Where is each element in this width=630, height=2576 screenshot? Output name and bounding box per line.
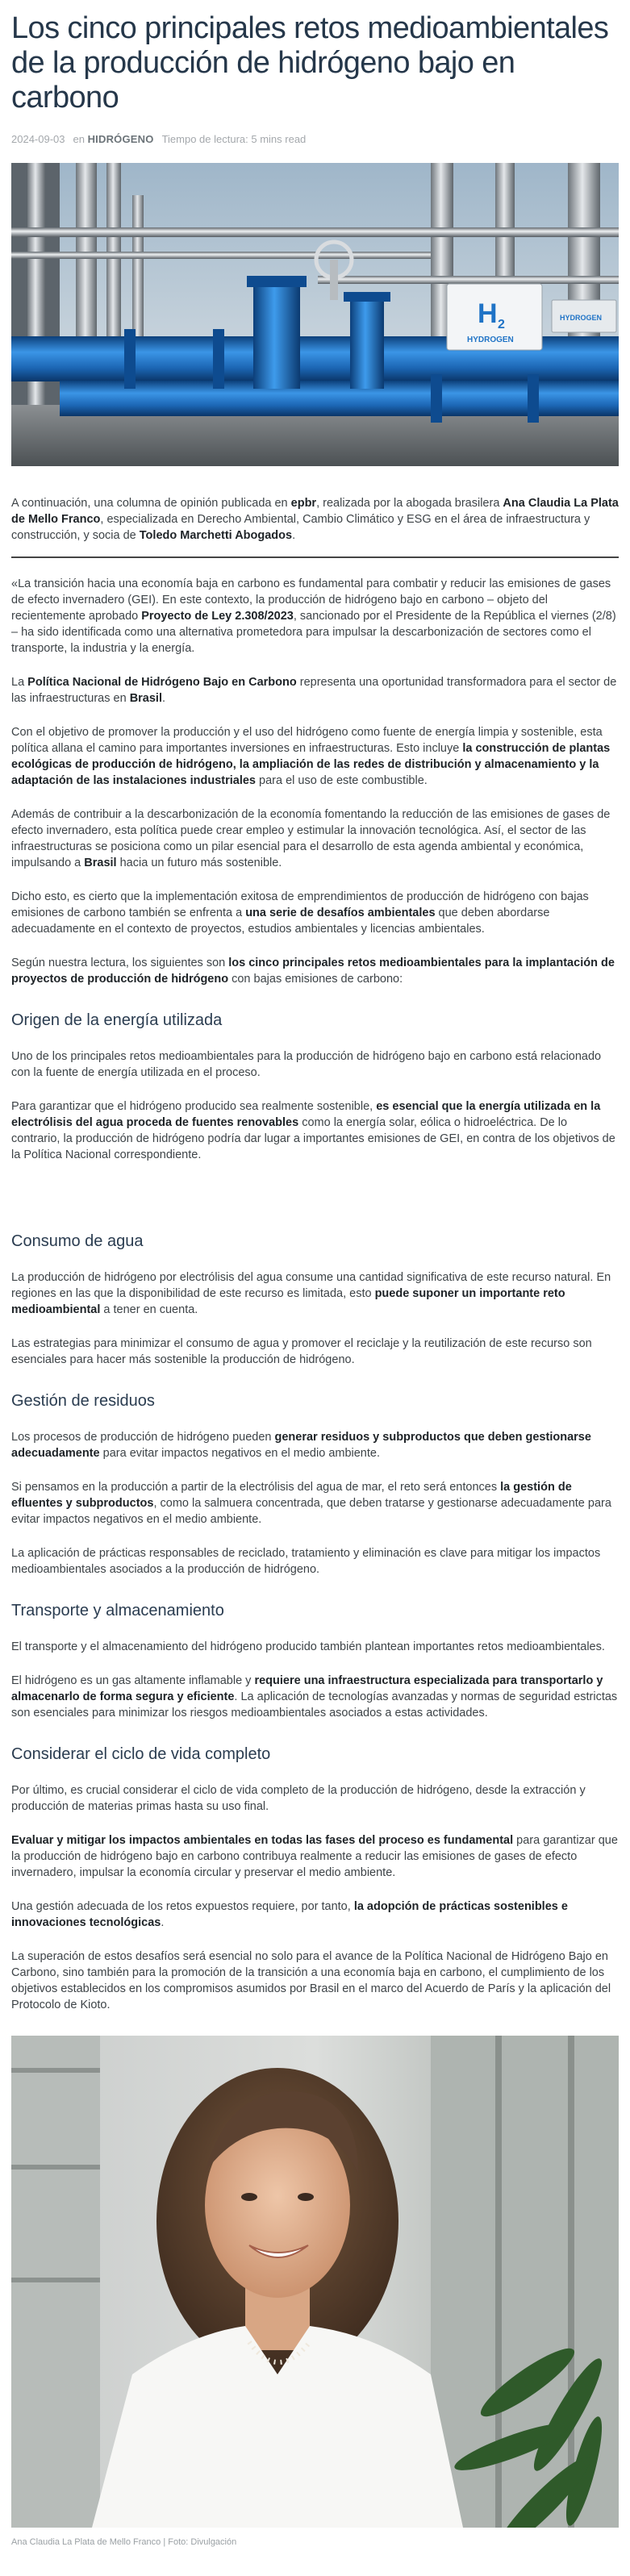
article-date: 2024-09-03 xyxy=(11,133,65,145)
category-link[interactable]: HIDRÓGENO xyxy=(87,133,154,145)
paragraph: «La transición hacia una economía baja en carbono es fundamental para combatir y reducir las emisiones de gases de efecto invernadero (GEI). En este contexto, la producción de hidrógeno bajo en carbono – objeto del recientemente aprobado Proyecto de Ley 2.308/2023, sancionado por el Presidente de la República el viernes (2/8) – ha sido identificada como una alternativa prometedora para impulsar la descarbonización de sectores como el transporte, la industria y la energía. xyxy=(11,577,616,655)
hero-image xyxy=(11,163,619,466)
category-wrap xyxy=(73,133,154,145)
section-heading-lifecycle: Considerar el ciclo de vida completo xyxy=(11,1745,271,1763)
spacer xyxy=(11,1163,619,1208)
paragraph: Además de contribuir a la descarbonización de la economía fomentando la reducción de las emisiones de gases de efecto invernadero, esta política puede crear empleo y estimular la innovación tecnológica. Así, el sector de las infraestructuras se posiciona como un pilar esencial para el desarrollo de esta agenda ambiental y económica, impulsando a Brasil hacia un futuro más sostenible. xyxy=(11,808,611,869)
section-heading-water: Consumo de agua xyxy=(11,1232,144,1250)
hydrogen-label: HYDROGEN xyxy=(467,336,514,344)
category-prefix: en xyxy=(73,133,85,145)
hydrogen-label-small: HYDROGEN xyxy=(560,314,603,322)
reading-time: Tiempo de lectura: 5 mins read xyxy=(161,133,307,145)
paragraph: Con el objetivo de promover la producción y el uso del hidrógeno como fuente de energía limpia y sostenible, esta política allana el camino para importantes inversiones en infraestructuras. Esto incluye la construcción de plantas ecológicas de producción de hidrógeno, la ampliación de las redes de distribución y almacenamiento y la adaptación de las instalaciones industriales para el uso de este combustible. xyxy=(11,726,611,787)
hero-illustration xyxy=(11,163,619,466)
hydrogen-sign xyxy=(447,284,542,350)
paragraph: Uno de los principales retos medioambientales para la producción de hidrógeno bajo en carbono está relacionado con la fuente de energía utilizada en el proceso. xyxy=(11,1050,602,1079)
paragraph: Por último, es crucial considerar el ciclo de vida completo de la producción de hidrógeno, desde la extracción y producción de materias primas hasta su uso final. xyxy=(11,1784,586,1813)
paragraph: Las estrategias para minimizar el consumo de agua y promover el reciclaje y la reutilización de este recurso son esenciales para hacer más sostenible la producción de hidrógeno. xyxy=(11,1337,592,1366)
paragraph: Una gestión adecuada de los retos expuestos requiere, por tanto, la adopción de prácticas sostenibles e innovaciones tecnológicas. xyxy=(11,1900,568,1929)
paragraph: La Política Nacional de Hidrógeno Bajo en Carbono representa una oportunidad transformadora para el sector de las infraestructuras en Brasil. xyxy=(11,676,617,705)
paragraph: La aplicación de prácticas responsables de reciclado, tratamiento y eliminación es clave para mitigar los impactos medioambientales asociados a la producción de hidrógeno. xyxy=(11,1547,601,1576)
paragraph: Dicho esto, es cierto que la implementación exitosa de emprendimientos de producción de hidrógeno con bajas emisiones de carbono también se enfrenta a una serie de desafíos ambientales que deben abordarse adecuadamente en el contexto de proyectos, estudios ambientales y licencias ambientales. xyxy=(11,890,589,936)
hydrogen-sign-small xyxy=(552,300,616,332)
article-intro: A continuación, una columna de opinión publicada en epbr, realizada por la abogada brasilera Ana Claudia La Plata de Mello Franco, especializada en Derecho Ambiental, Cambio Climático y ESG en el área de infraestructura y construcción, y socia de Toledo Marchetti Abogados. xyxy=(11,495,619,558)
h2-symbol: H xyxy=(478,298,498,329)
paragraph: El transporte y el almacenamiento del hidrógeno producido también plantean importantes retos medioambientales. xyxy=(11,1640,605,1653)
portrait-illustration xyxy=(11,2036,619,2528)
section-heading-energy: Origen de la energía utilizada xyxy=(11,1011,223,1029)
section-heading-waste: Gestión de residuos xyxy=(11,1392,155,1410)
article-meta xyxy=(11,133,619,145)
paragraph: La producción de hidrógeno por electrólisis del agua consume una cantidad significativa de este recurso natural. En regiones en las que la disponibilidad de este recurso es limitada, esto puede suponer un importante reto medioambiental a tener en cuenta. xyxy=(11,1271,611,1316)
h2-subscript: 2 xyxy=(498,318,505,331)
author-photo xyxy=(11,2036,619,2528)
paragraph: Los procesos de producción de hidrógeno pueden generar residuos y subproductos que deben gestionarse adecuadamente para evitar impactos negativos en el medio ambiente. xyxy=(11,1431,591,1460)
paragraph: Evaluar y mitigar los impactos ambientales en todas las fases del proceso es fundamental para garantizar que la producción de hidrógeno bajo en carbono contribuya realmente a reducir las emisiones de gases de efecto invernadero, impulsar la economía circular y preservar el medio ambiente. xyxy=(11,1834,618,1879)
paragraph: La superación de estos desafíos será esencial no solo para el avance de la Política Nacional de Hidrógeno Bajo en Carbono, sino también para la promoción de la transición a una economía baja en carbono, el cumplimiento de los objetivos establecidos en los compromisos asumidos por Brasil en el marco del Acuerdo de París y la aplicación del Protocolo de Kioto. xyxy=(11,1950,611,2011)
paragraph: El hidrógeno es un gas altamente inflamable y requiere una infraestructura especializada para transportarlo y almacenarlo de forma segura y eficiente. La aplicación de tecnologías avanzadas y normas de seguridad estrictas son esenciales para minimizar los riesgos medioambientales asociados a estas actividades. xyxy=(11,1674,618,1719)
section-heading-transport: Transporte y almacenamiento xyxy=(11,1602,224,1619)
paragraph: Si pensamos en la producción a partir de la electrólisis del agua de mar, el reto será entonces la gestión de efluentes y subproductos, como la salmuera concentrada, que deben tratarse y gestionarse adecuadamente para evitar impactos negativos en el medio ambiente. xyxy=(11,1481,611,1526)
paragraph: Para garantizar que el hidrógeno producido sea realmente sostenible, es esencial que la energía utilizada en la electrólisis del agua proceda de fuentes renovables como la energía solar, eólica o hidroeléctrica. De lo contrario, la producción de hidrógeno podría dar lugar a importantes emisiones de GEI, en contra de los objetivos de la Política Nacional correspondiente. xyxy=(11,1100,615,1161)
article-title: Los cinco principales retos medioambientales de la producción de hidrógeno bajo en carbono xyxy=(11,11,609,115)
paragraph: Según nuestra lectura, los siguientes son los cinco principales retos medioambientales para la implantación de proyectos de producción de hidrógeno con bajas emisiones de carbono: xyxy=(11,957,615,986)
photo-caption: Ana Claudia La Plata de Mello Franco | Foto: Divulgación xyxy=(11,2537,237,2547)
